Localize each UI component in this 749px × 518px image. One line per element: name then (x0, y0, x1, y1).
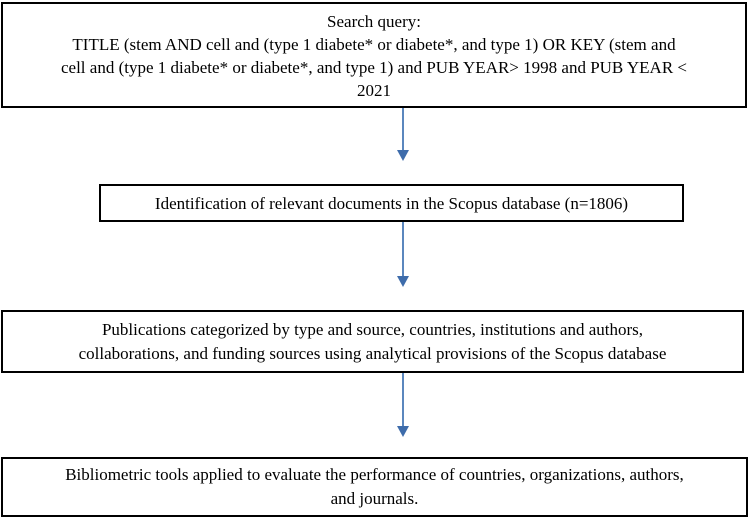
search-query-text-line-2: cell and (type 1 diabete* or diabete*, and type 1) and PUB YEAR> 1998 and PUB YEAR < (60, 58, 687, 77)
arrow-shaft (402, 222, 404, 277)
flow-box-search-query (1, 2, 747, 108)
bibliometric-text-line-2: and journals. (330, 489, 419, 508)
flow-box-bibliometric-tools (1, 457, 748, 517)
bibliometric-text-line-1: Bibliometric tools applied to evaluate the performance of countries, organizations, authors, (65, 465, 684, 484)
arrow-head (397, 426, 409, 437)
arrow-shaft (402, 108, 404, 151)
down-arrow-icon (396, 222, 410, 287)
flow-box-identification (99, 184, 684, 222)
identification-text: Identification of relevant documents in the Scopus database (n=1806) (154, 193, 629, 213)
search-query-text-line-1: TITLE (stem AND cell and (type 1 diabete* or diabete*, and type 1) OR KEY (stem and (72, 35, 676, 54)
down-arrow-icon (396, 373, 410, 437)
arrow-head (397, 276, 409, 287)
search-query-heading: Search query: (327, 12, 421, 31)
arrow-shaft (402, 373, 404, 427)
arrow-head (397, 150, 409, 161)
search-query-text-line-3: 2021 (357, 81, 391, 100)
flow-box-categorization (1, 310, 744, 373)
categorization-text-line-2: collaborations, and funding sources using analytical provisions of the Scopus database (78, 343, 667, 363)
down-arrow-icon (396, 108, 410, 161)
categorization-text-line-1: Publications categorized by type and source, countries, institutions and authors, (101, 319, 644, 339)
